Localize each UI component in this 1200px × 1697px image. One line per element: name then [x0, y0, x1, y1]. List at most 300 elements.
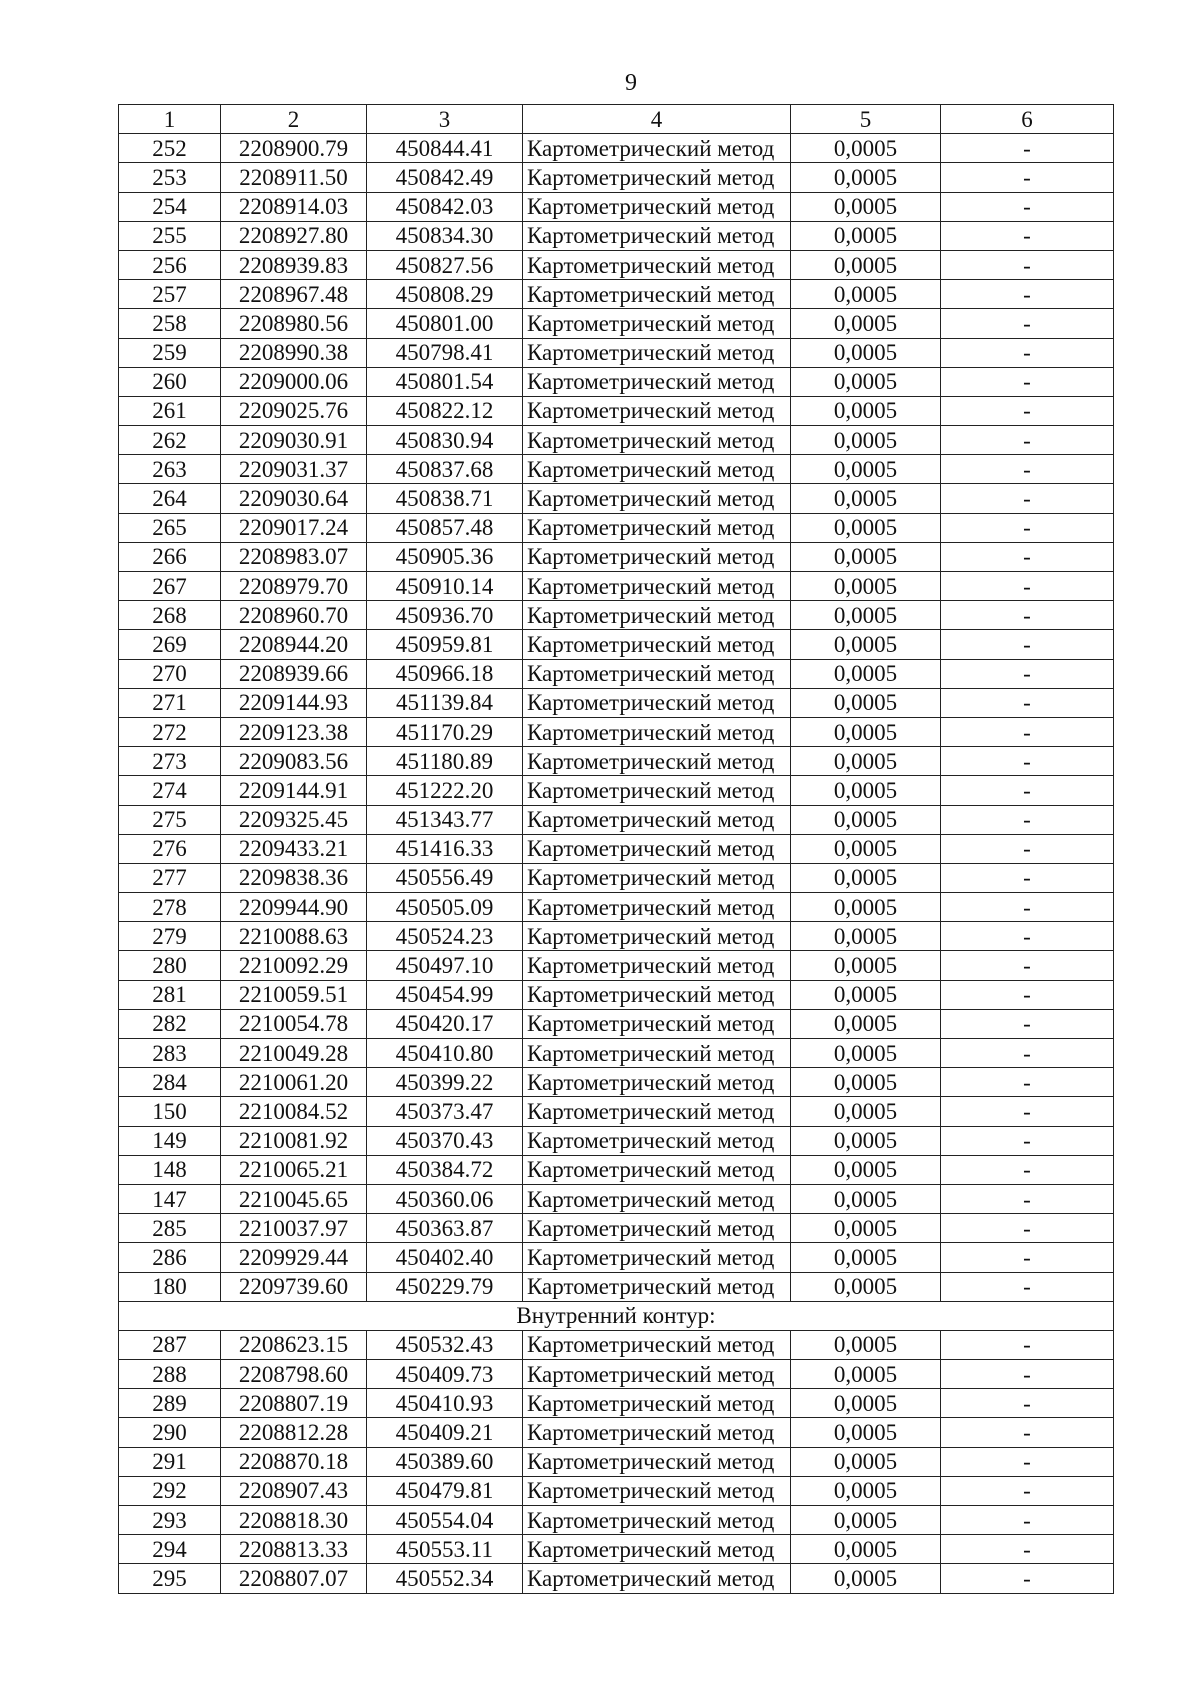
point-number-cell: 264: [119, 484, 221, 513]
note-cell: -: [941, 484, 1114, 513]
point-number-cell: 149: [119, 1126, 221, 1155]
note-cell: -: [941, 1126, 1114, 1155]
x-coordinate-cell: 2210049.28: [221, 1039, 367, 1068]
x-coordinate-cell: 2209144.91: [221, 776, 367, 805]
point-number-cell: 180: [119, 1272, 221, 1301]
point-number-cell: 291: [119, 1447, 221, 1476]
y-coordinate-cell: 450479.81: [367, 1476, 523, 1505]
accuracy-cell: 0,0005: [791, 1476, 941, 1505]
point-number-cell: 293: [119, 1506, 221, 1535]
y-coordinate-cell: 450532.43: [367, 1330, 523, 1359]
table-row: [119, 572, 1114, 601]
table-row: [119, 250, 1114, 279]
note-cell: -: [941, 221, 1114, 250]
header-col-3: 3: [367, 105, 523, 134]
x-coordinate-cell: 2210092.29: [221, 951, 367, 980]
method-cell: Картометрический метод: [523, 630, 791, 659]
method-cell: Картометрический метод: [523, 1535, 791, 1564]
y-coordinate-cell: 450959.81: [367, 630, 523, 659]
x-coordinate-cell: 2210045.65: [221, 1184, 367, 1213]
table-row: [119, 922, 1114, 951]
header-col-4: 4: [523, 105, 791, 134]
accuracy-cell: 0,0005: [791, 134, 941, 163]
accuracy-cell: 0,0005: [791, 1243, 941, 1272]
x-coordinate-cell: 2208812.28: [221, 1418, 367, 1447]
method-cell: Картометрический метод: [523, 1009, 791, 1038]
y-coordinate-cell: 450410.93: [367, 1389, 523, 1418]
section-row: [119, 1301, 1114, 1330]
x-coordinate-cell: 2208818.30: [221, 1506, 367, 1535]
header-col-1: 1: [119, 105, 221, 134]
point-number-cell: 278: [119, 893, 221, 922]
method-cell: Картометрический метод: [523, 280, 791, 309]
y-coordinate-cell: 450505.09: [367, 893, 523, 922]
note-cell: -: [941, 951, 1114, 980]
method-cell: Картометрический метод: [523, 922, 791, 951]
note-cell: -: [941, 805, 1114, 834]
x-coordinate-cell: 2208911.50: [221, 163, 367, 192]
point-number-cell: 268: [119, 601, 221, 630]
outer-contour-rows: [119, 134, 1114, 1302]
table-row: [119, 1447, 1114, 1476]
x-coordinate-cell: 2208983.07: [221, 542, 367, 571]
point-number-cell: 272: [119, 717, 221, 746]
table-row: [119, 1126, 1114, 1155]
y-coordinate-cell: 450910.14: [367, 572, 523, 601]
note-cell: -: [941, 1330, 1114, 1359]
method-cell: Картометрический метод: [523, 776, 791, 805]
x-coordinate-cell: 2208907.43: [221, 1476, 367, 1505]
method-cell: Картометрический метод: [523, 1097, 791, 1126]
point-number-cell: 292: [119, 1476, 221, 1505]
table-row: [119, 980, 1114, 1009]
header-col-2: 2: [221, 105, 367, 134]
point-number-cell: 147: [119, 1184, 221, 1213]
x-coordinate-cell: 2208914.03: [221, 192, 367, 221]
y-coordinate-cell: 451180.89: [367, 747, 523, 776]
method-cell: Картометрический метод: [523, 221, 791, 250]
note-cell: -: [941, 1506, 1114, 1535]
y-coordinate-cell: 450553.11: [367, 1535, 523, 1564]
table-row: [119, 659, 1114, 688]
table-row: [119, 776, 1114, 805]
table-row: [119, 834, 1114, 863]
y-coordinate-cell: 450363.87: [367, 1214, 523, 1243]
accuracy-cell: 0,0005: [791, 426, 941, 455]
point-number-cell: 276: [119, 834, 221, 863]
point-number-cell: 261: [119, 396, 221, 425]
x-coordinate-cell: 2208807.19: [221, 1389, 367, 1418]
table-row: [119, 280, 1114, 309]
note-cell: -: [941, 1360, 1114, 1389]
table-row: [119, 688, 1114, 717]
table-row: [119, 747, 1114, 776]
point-number-cell: 283: [119, 1039, 221, 1068]
x-coordinate-cell: 2210037.97: [221, 1214, 367, 1243]
point-number-cell: 252: [119, 134, 221, 163]
y-coordinate-cell: 450420.17: [367, 1009, 523, 1038]
accuracy-cell: 0,0005: [791, 1009, 941, 1038]
x-coordinate-cell: 2209325.45: [221, 805, 367, 834]
x-coordinate-cell: 2208813.33: [221, 1535, 367, 1564]
y-coordinate-cell: 450834.30: [367, 221, 523, 250]
table-row: [119, 1068, 1114, 1097]
note-cell: -: [941, 367, 1114, 396]
point-number-cell: 257: [119, 280, 221, 309]
x-coordinate-cell: 2208927.80: [221, 221, 367, 250]
accuracy-cell: 0,0005: [791, 1389, 941, 1418]
method-cell: Картометрический метод: [523, 309, 791, 338]
table-row: [119, 1243, 1114, 1272]
table-row: [119, 1214, 1114, 1243]
coordinates-table: [118, 104, 1114, 1594]
note-cell: -: [941, 1184, 1114, 1213]
x-coordinate-cell: 2210059.51: [221, 980, 367, 1009]
method-cell: Картометрический метод: [523, 1447, 791, 1476]
accuracy-cell: 0,0005: [791, 1097, 941, 1126]
y-coordinate-cell: 450936.70: [367, 601, 523, 630]
y-coordinate-cell: 450844.41: [367, 134, 523, 163]
accuracy-cell: 0,0005: [791, 951, 941, 980]
point-number-cell: 280: [119, 951, 221, 980]
y-coordinate-cell: 450808.29: [367, 280, 523, 309]
header-col-5: 5: [791, 105, 941, 134]
x-coordinate-cell: 2210081.92: [221, 1126, 367, 1155]
point-number-cell: 273: [119, 747, 221, 776]
point-number-cell: 281: [119, 980, 221, 1009]
point-number-cell: 295: [119, 1564, 221, 1593]
point-number-cell: 260: [119, 367, 221, 396]
table-row: [119, 893, 1114, 922]
note-cell: -: [941, 426, 1114, 455]
note-cell: -: [941, 1009, 1114, 1038]
x-coordinate-cell: 2210084.52: [221, 1097, 367, 1126]
x-coordinate-cell: 2208939.66: [221, 659, 367, 688]
accuracy-cell: 0,0005: [791, 1214, 941, 1243]
y-coordinate-cell: 450524.23: [367, 922, 523, 951]
method-cell: Картометрический метод: [523, 1039, 791, 1068]
method-cell: Картометрический метод: [523, 601, 791, 630]
accuracy-cell: 0,0005: [791, 834, 941, 863]
method-cell: Картометрический метод: [523, 396, 791, 425]
method-cell: Картометрический метод: [523, 863, 791, 892]
x-coordinate-cell: 2209025.76: [221, 396, 367, 425]
accuracy-cell: 0,0005: [791, 1272, 941, 1301]
note-cell: -: [941, 192, 1114, 221]
table-row: [119, 309, 1114, 338]
y-coordinate-cell: 450454.99: [367, 980, 523, 1009]
note-cell: -: [941, 1068, 1114, 1097]
y-coordinate-cell: 450842.49: [367, 163, 523, 192]
method-cell: Картометрический метод: [523, 192, 791, 221]
y-coordinate-cell: 450384.72: [367, 1155, 523, 1184]
note-cell: -: [941, 601, 1114, 630]
point-number-cell: 266: [119, 542, 221, 571]
point-number-cell: 288: [119, 1360, 221, 1389]
note-cell: -: [941, 134, 1114, 163]
accuracy-cell: 0,0005: [791, 1155, 941, 1184]
x-coordinate-cell: 2209739.60: [221, 1272, 367, 1301]
y-coordinate-cell: 451139.84: [367, 688, 523, 717]
method-cell: Картометрический метод: [523, 134, 791, 163]
table-row: [119, 426, 1114, 455]
accuracy-cell: 0,0005: [791, 221, 941, 250]
method-cell: Картометрический метод: [523, 1126, 791, 1155]
accuracy-cell: 0,0005: [791, 280, 941, 309]
accuracy-cell: 0,0005: [791, 776, 941, 805]
y-coordinate-cell: 450842.03: [367, 192, 523, 221]
y-coordinate-cell: 451222.20: [367, 776, 523, 805]
method-cell: Картометрический метод: [523, 893, 791, 922]
x-coordinate-cell: 2209838.36: [221, 863, 367, 892]
x-coordinate-cell: 2209123.38: [221, 717, 367, 746]
point-number-cell: 258: [119, 309, 221, 338]
table-header: [119, 105, 1114, 134]
note-cell: -: [941, 1564, 1114, 1593]
y-coordinate-cell: 450966.18: [367, 659, 523, 688]
method-cell: Картометрический метод: [523, 250, 791, 279]
accuracy-cell: 0,0005: [791, 1535, 941, 1564]
y-coordinate-cell: 450229.79: [367, 1272, 523, 1301]
point-number-cell: 275: [119, 805, 221, 834]
note-cell: -: [941, 980, 1114, 1009]
inner-contour-rows: [119, 1330, 1114, 1593]
point-number-cell: 262: [119, 426, 221, 455]
method-cell: Картометрический метод: [523, 338, 791, 367]
point-number-cell: 289: [119, 1389, 221, 1418]
point-number-cell: 277: [119, 863, 221, 892]
method-cell: Картометрический метод: [523, 980, 791, 1009]
note-cell: -: [941, 250, 1114, 279]
method-cell: Картометрический метод: [523, 1330, 791, 1359]
table-row: [119, 805, 1114, 834]
accuracy-cell: 0,0005: [791, 659, 941, 688]
accuracy-cell: 0,0005: [791, 396, 941, 425]
y-coordinate-cell: 450370.43: [367, 1126, 523, 1155]
x-coordinate-cell: 2208807.07: [221, 1564, 367, 1593]
method-cell: Картометрический метод: [523, 1243, 791, 1272]
table-row: [119, 338, 1114, 367]
method-cell: Картометрический метод: [523, 834, 791, 863]
point-number-cell: 148: [119, 1155, 221, 1184]
note-cell: -: [941, 630, 1114, 659]
table-row: [119, 1389, 1114, 1418]
x-coordinate-cell: 2208979.70: [221, 572, 367, 601]
x-coordinate-cell: 2208623.15: [221, 1330, 367, 1359]
note-cell: -: [941, 338, 1114, 367]
method-cell: Картометрический метод: [523, 951, 791, 980]
x-coordinate-cell: 2208939.83: [221, 250, 367, 279]
x-coordinate-cell: 2210088.63: [221, 922, 367, 951]
note-cell: -: [941, 1535, 1114, 1564]
point-number-cell: 265: [119, 513, 221, 542]
note-cell: -: [941, 163, 1114, 192]
y-coordinate-cell: 450497.10: [367, 951, 523, 980]
accuracy-cell: 0,0005: [791, 1447, 941, 1476]
y-coordinate-cell: 450409.73: [367, 1360, 523, 1389]
y-coordinate-cell: 451170.29: [367, 717, 523, 746]
table-row: [119, 221, 1114, 250]
x-coordinate-cell: 2208900.79: [221, 134, 367, 163]
x-coordinate-cell: 2209000.06: [221, 367, 367, 396]
table-row: [119, 1272, 1114, 1301]
y-coordinate-cell: 451343.77: [367, 805, 523, 834]
x-coordinate-cell: 2208944.20: [221, 630, 367, 659]
method-cell: Картометрический метод: [523, 747, 791, 776]
point-number-cell: 271: [119, 688, 221, 717]
point-number-cell: 270: [119, 659, 221, 688]
accuracy-cell: 0,0005: [791, 455, 941, 484]
method-cell: Картометрический метод: [523, 426, 791, 455]
method-cell: Картометрический метод: [523, 1272, 791, 1301]
accuracy-cell: 0,0005: [791, 484, 941, 513]
y-coordinate-cell: 450399.22: [367, 1068, 523, 1097]
y-coordinate-cell: 450554.04: [367, 1506, 523, 1535]
table-row: [119, 1330, 1114, 1359]
y-coordinate-cell: 450838.71: [367, 484, 523, 513]
table-row: [119, 1476, 1114, 1505]
note-cell: -: [941, 688, 1114, 717]
accuracy-cell: 0,0005: [791, 1360, 941, 1389]
point-number-cell: 253: [119, 163, 221, 192]
section-divider: [119, 1301, 1114, 1330]
method-cell: Картометрический метод: [523, 1214, 791, 1243]
note-cell: -: [941, 893, 1114, 922]
y-coordinate-cell: 450552.34: [367, 1564, 523, 1593]
y-coordinate-cell: 451416.33: [367, 834, 523, 863]
y-coordinate-cell: 450827.56: [367, 250, 523, 279]
x-coordinate-cell: 2208967.48: [221, 280, 367, 309]
table-row: [119, 1009, 1114, 1038]
point-number-cell: 259: [119, 338, 221, 367]
point-number-cell: 287: [119, 1330, 221, 1359]
y-coordinate-cell: 450556.49: [367, 863, 523, 892]
table-row: [119, 1506, 1114, 1535]
table-row: [119, 1535, 1114, 1564]
note-cell: -: [941, 455, 1114, 484]
x-coordinate-cell: 2209433.21: [221, 834, 367, 863]
note-cell: -: [941, 863, 1114, 892]
accuracy-cell: 0,0005: [791, 863, 941, 892]
note-cell: -: [941, 747, 1114, 776]
accuracy-cell: 0,0005: [791, 747, 941, 776]
y-coordinate-cell: 450798.41: [367, 338, 523, 367]
x-coordinate-cell: 2208960.70: [221, 601, 367, 630]
method-cell: Картометрический метод: [523, 1389, 791, 1418]
x-coordinate-cell: 2208798.60: [221, 1360, 367, 1389]
x-coordinate-cell: 2209144.93: [221, 688, 367, 717]
y-coordinate-cell: 450837.68: [367, 455, 523, 484]
x-coordinate-cell: 2208980.56: [221, 309, 367, 338]
method-cell: Картометрический метод: [523, 1360, 791, 1389]
point-number-cell: 294: [119, 1535, 221, 1564]
table-row: [119, 863, 1114, 892]
accuracy-cell: 0,0005: [791, 542, 941, 571]
table-row: [119, 1564, 1114, 1593]
method-cell: Картометрический метод: [523, 1418, 791, 1447]
point-number-cell: 286: [119, 1243, 221, 1272]
table-row: [119, 192, 1114, 221]
method-cell: Картометрический метод: [523, 1564, 791, 1593]
accuracy-cell: 0,0005: [791, 717, 941, 746]
y-coordinate-cell: 450801.54: [367, 367, 523, 396]
table-row: [119, 542, 1114, 571]
note-cell: -: [941, 1097, 1114, 1126]
table-row: [119, 1097, 1114, 1126]
accuracy-cell: 0,0005: [791, 688, 941, 717]
table-row: [119, 396, 1114, 425]
table-row: [119, 1184, 1114, 1213]
accuracy-cell: 0,0005: [791, 601, 941, 630]
method-cell: Картометрический метод: [523, 513, 791, 542]
note-cell: -: [941, 1389, 1114, 1418]
y-coordinate-cell: 450409.21: [367, 1418, 523, 1447]
table-row: [119, 601, 1114, 630]
note-cell: -: [941, 280, 1114, 309]
table-row: [119, 455, 1114, 484]
note-cell: -: [941, 1272, 1114, 1301]
point-number-cell: 263: [119, 455, 221, 484]
x-coordinate-cell: 2208990.38: [221, 338, 367, 367]
accuracy-cell: 0,0005: [791, 163, 941, 192]
y-coordinate-cell: 450360.06: [367, 1184, 523, 1213]
point-number-cell: 267: [119, 572, 221, 601]
accuracy-cell: 0,0005: [791, 309, 941, 338]
note-cell: -: [941, 513, 1114, 542]
note-cell: -: [941, 1418, 1114, 1447]
y-coordinate-cell: 450373.47: [367, 1097, 523, 1126]
table-row: [119, 630, 1114, 659]
x-coordinate-cell: 2209030.64: [221, 484, 367, 513]
table-row: [119, 1418, 1114, 1447]
point-number-cell: 282: [119, 1009, 221, 1038]
x-coordinate-cell: 2210054.78: [221, 1009, 367, 1038]
header-row: [119, 105, 1114, 134]
y-coordinate-cell: 450830.94: [367, 426, 523, 455]
accuracy-cell: 0,0005: [791, 192, 941, 221]
x-coordinate-cell: 2210061.20: [221, 1068, 367, 1097]
point-number-cell: 150: [119, 1097, 221, 1126]
y-coordinate-cell: 450410.80: [367, 1039, 523, 1068]
section-label-inner-contour: Внутренний контур:: [119, 1301, 1114, 1330]
method-cell: Картометрический метод: [523, 455, 791, 484]
table-row: [119, 1155, 1114, 1184]
method-cell: Картометрический метод: [523, 572, 791, 601]
point-number-cell: 269: [119, 630, 221, 659]
x-coordinate-cell: 2208870.18: [221, 1447, 367, 1476]
method-cell: Картометрический метод: [523, 659, 791, 688]
point-number-cell: 290: [119, 1418, 221, 1447]
y-coordinate-cell: 450857.48: [367, 513, 523, 542]
note-cell: -: [941, 1447, 1114, 1476]
note-cell: -: [941, 659, 1114, 688]
x-coordinate-cell: 2209929.44: [221, 1243, 367, 1272]
y-coordinate-cell: 450801.00: [367, 309, 523, 338]
note-cell: -: [941, 309, 1114, 338]
accuracy-cell: 0,0005: [791, 1418, 941, 1447]
point-number-cell: 284: [119, 1068, 221, 1097]
page-number: 9: [625, 70, 637, 96]
point-number-cell: 274: [119, 776, 221, 805]
accuracy-cell: 0,0005: [791, 805, 941, 834]
accuracy-cell: 0,0005: [791, 893, 941, 922]
note-cell: -: [941, 572, 1114, 601]
table-row: [119, 367, 1114, 396]
accuracy-cell: 0,0005: [791, 630, 941, 659]
table-row: [119, 513, 1114, 542]
table-row: [119, 951, 1114, 980]
table-row: [119, 717, 1114, 746]
